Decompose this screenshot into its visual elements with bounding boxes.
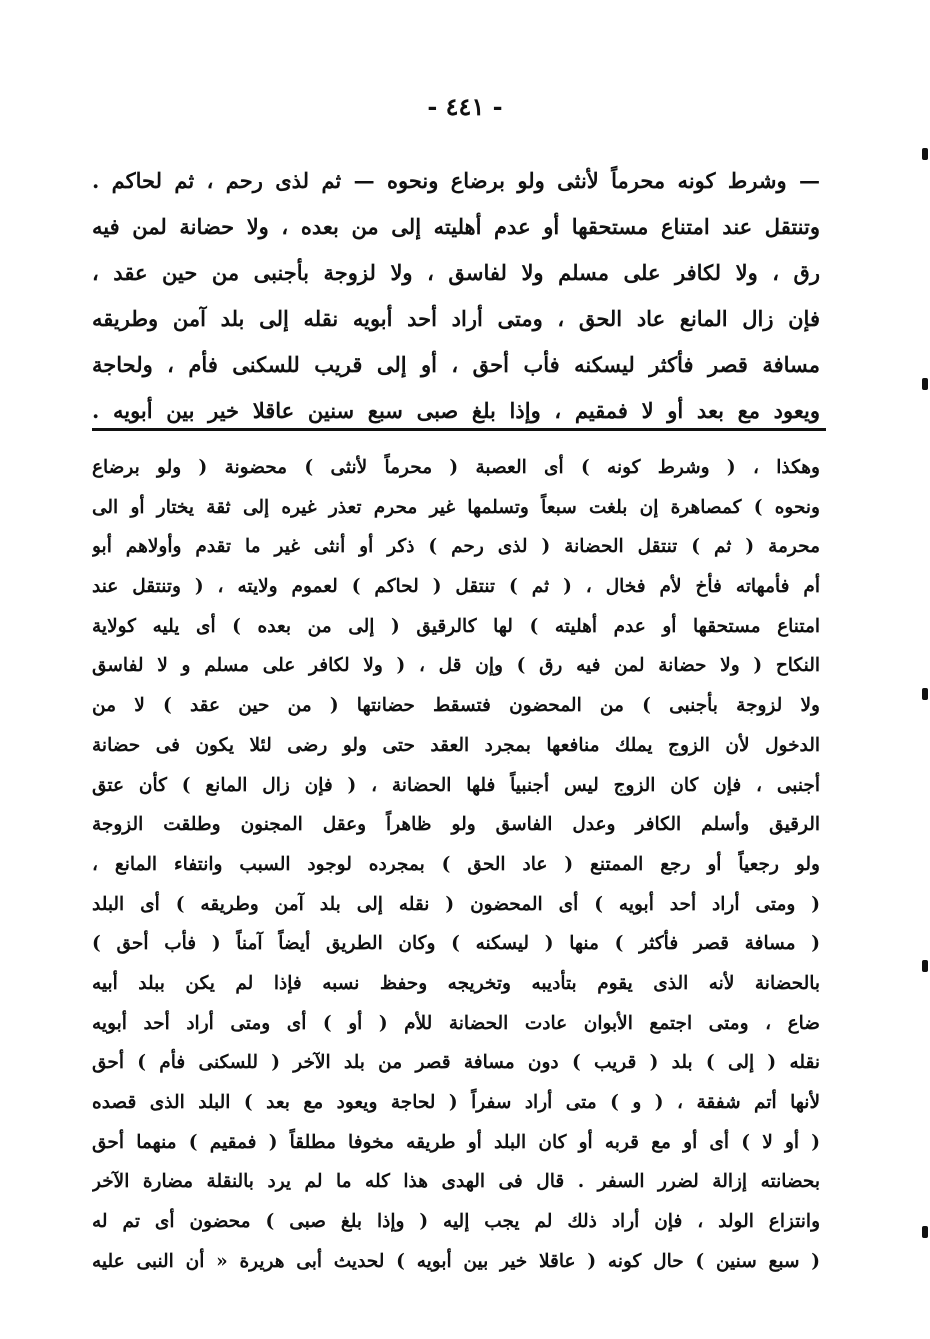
commentary-line: امتناع مستحقها أو عدم أهليته ) لها كالرقيق ( إلى من بعده ) أى يليه كولاية <box>92 615 820 637</box>
separator-rule <box>92 428 826 431</box>
margin-mark <box>922 1226 928 1238</box>
commentary-line: محرمة ( ثم ) تنتقل الحضانة ( لذى رحم ) ذكر أو أنثى غير ما تقدم وأولاهم أبو <box>92 536 820 558</box>
commentary-line: لأنها أتم شفقة ، ( و ) متى أراد سفراً ( لحاجة ويعود مع بعد ) البلد الذى قصده <box>92 1092 820 1113</box>
commentary-line: ( أو لا ) أى أو مع قربه أو كان البلد أو طريقه مخوفا مطلقاً ( فمقيم ) منهما أحق <box>92 1131 820 1153</box>
commentary-line: ولو رجعياً أو رجع الممتنع ( عاد الحق ) بمجرده لوجود السبب وانتفاء المانع ، <box>92 853 820 875</box>
commentary-line: وهكذا ، ( وشرط كونه ) أى العصبة ( محرماً لأنثى ) محضونة ( ولو برضاع <box>92 457 820 478</box>
commentary-line: الدخول لأن الزوج يملك منافعها بمجرد العقد حتى ولو رضى لئلا يكون فى حضانة <box>92 734 820 756</box>
commentary-line: الرقيق وأسلم الكافر وعدل الفاسق ولو ظاهراً وعقل المجنون وطلقت الزوجة <box>92 814 820 836</box>
commentary-line: ( مسافة قصر فأكثر ) منها ( ليسكنه ) وكان الطريق أيضاً آمناً ( فأب أحق ) <box>92 933 820 955</box>
main-text-line: وتنتقل عند امتناع مستحقها أو عدم أهليته إلى من بعده ، ولا حضانة لمن فيه <box>92 214 820 239</box>
margin-mark <box>922 960 928 972</box>
page-number: - ٤٤١ - <box>427 92 503 121</box>
commentary-line: أجنبى ، فإن كان الزوج ليس أجنبياً فلها الحضانة ، ( فإن زال المانع ) كأن عتق <box>92 774 820 796</box>
main-text-line: رق ، ولا لكافر على مسلم ولا لفاسق ، ولا لزوجة بأجنبى من حين عقد ، <box>92 260 820 285</box>
margin-mark <box>922 688 928 700</box>
margin-mark <box>922 378 928 390</box>
commentary-line: النكاح ( ولا حضانة لمن فيه رق ) وإن قل ، ( ولا لكافر على مسلم و لا لفاسق <box>92 655 820 677</box>
commentary-line: نقله ( إلى ) بلد ( قريب ) دون مسافة قصر من بلد الآخر ( للسكنى فأم ) أحق <box>92 1052 820 1074</box>
main-text-line: مسافة قصر فأكثر ليسكنه فأب أحق ، أو إلى قريب للسكنى فأم ، ولحاجة <box>92 352 820 377</box>
commentary-line: ونحوه ) كمصاهرة إن بلغت سبعاً وتسلمها غير محرم تعذر غيره إلى ثقة يختار أو الى <box>92 496 820 518</box>
main-text-line: ويعود مع بعد أو لا فمقيم ، وإذا بلغ صبى سبع سنين عاقلا خير بين أبويه . <box>92 398 820 423</box>
margin-mark <box>922 148 928 160</box>
commentary-line: ولا لزوجة بأجنبى ) من المحضون فتسقط حضانتها ( من حين عقد ) لا من <box>92 695 820 717</box>
commentary-line: بحضانته إزالة لضرر السفر . قال فى الهدى هذا كله ما لم يرد بالنقلة مضارة الآخر <box>92 1171 820 1193</box>
commentary-text <box>92 448 820 1281</box>
commentary-line: وانتزاع الولد ، فإن أراد ذلك لم يجب إليه ( وإذا بلغ صبى ) محضون أى تم له <box>92 1211 820 1233</box>
commentary-line: ( سبع سنين ) حال كونه ( عاقلا خير بين أبويه ) لحديث أبى هريرة « أن النبى عليه <box>92 1250 820 1272</box>
commentary-line: أم فأمهاته فأخ لأم فخال ، ( ثم ) تنتقل ( لحاكم ) لعموم ولايته ، ( وتنتقل عند <box>92 576 820 598</box>
commentary-line: بالحضانة لأنه الذى يقوم بتأديبه وتخريجه وحفظ نسبه فإذا لم يكن ببلد أبيه <box>92 972 820 994</box>
main-text-line: فإن زال المانع عاد الحق ، ومتى أراد أحد أبويه نقله إلى بلد آمن وطريقه <box>92 306 820 331</box>
main-text <box>92 158 820 434</box>
main-text-line: — وشرط كونه محرماً لأنثى ولو برضاع ونحوه — ثم لذى رحم ، ثم لحاكم . <box>92 168 820 193</box>
commentary-line: ضاع ، ومتى اجتمع الأبوان عادت الحضانة للأم ( أو ) أى ومتى أراد أحد أبويه <box>92 1012 820 1034</box>
commentary-line: ( ومتى أراد أحد أبويه ) أى المحضون ( نقله إلى بلد آمن وطريقه ) أى البلد <box>92 893 820 915</box>
